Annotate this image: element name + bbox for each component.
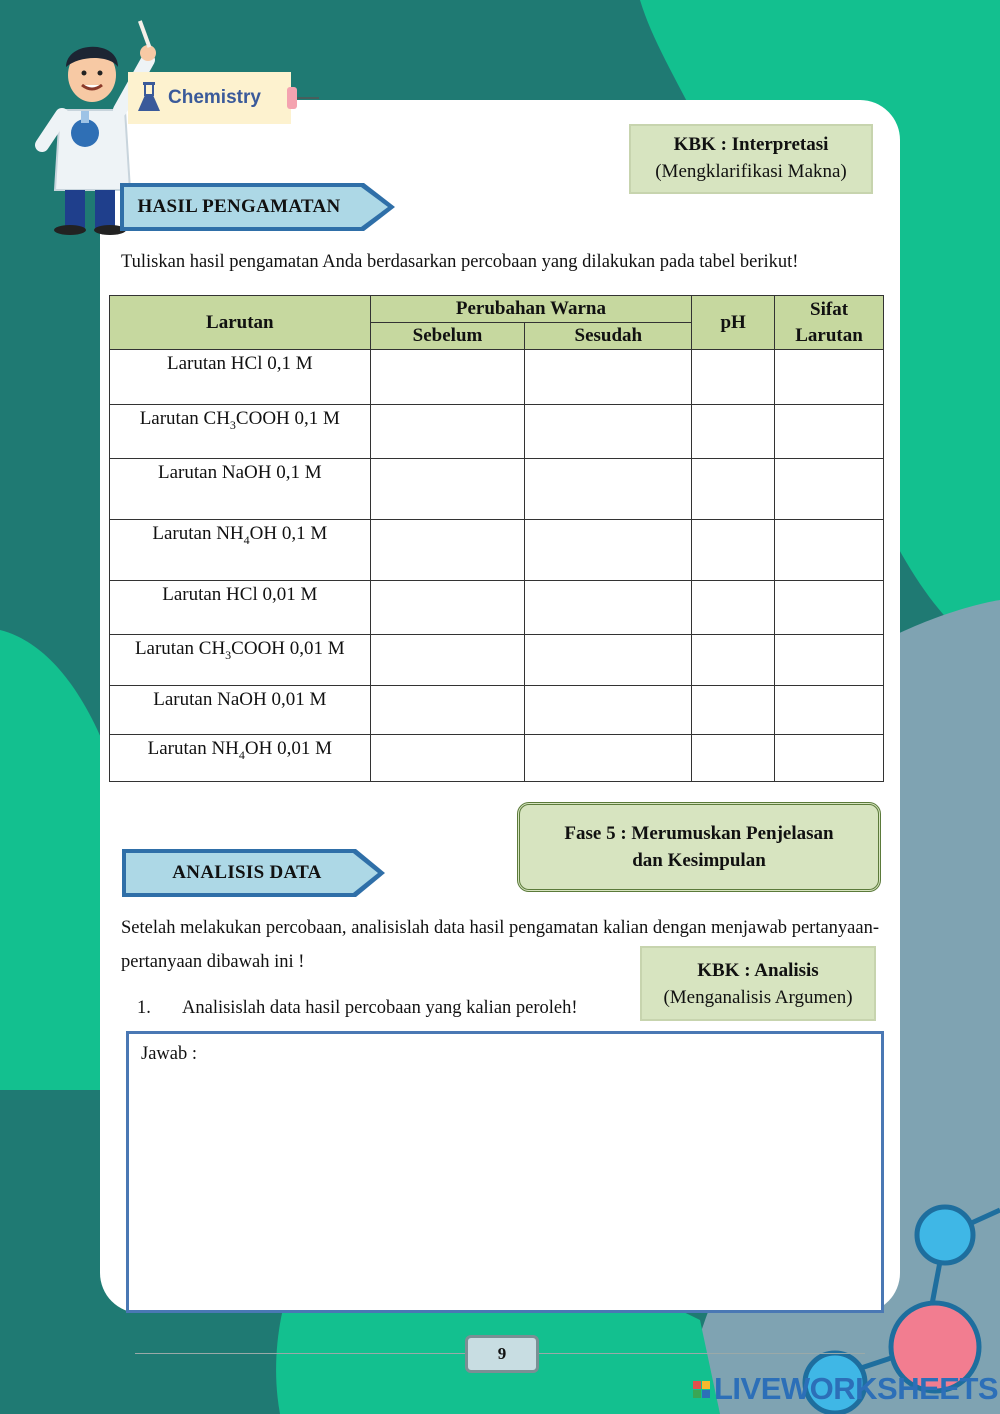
- question-1: [137, 998, 578, 1019]
- cell-ph[interactable]: [692, 405, 775, 459]
- clip-icon: [287, 87, 321, 109]
- larutan-subscript: 4: [238, 747, 245, 762]
- larutan-label: [110, 581, 371, 635]
- watermark-text: LIVEWORKSHEETS: [714, 1371, 999, 1406]
- cell-ph[interactable]: [692, 635, 775, 686]
- cell-sebelum[interactable]: [370, 350, 525, 405]
- larutan-label-text: Larutan CH: [134, 638, 226, 659]
- larutan-label-text: Larutan NH: [147, 738, 239, 759]
- kbk-interpretasi-subtitle: (Mengklarifikasi Makna): [655, 161, 847, 182]
- larutan-label-text: Larutan NaOH 0,01 M: [153, 689, 327, 710]
- larutan-label-text: OH 0,01 M: [244, 738, 332, 759]
- cell-sifat[interactable]: [775, 735, 884, 782]
- table-row: [110, 405, 884, 459]
- flask-icon: [136, 81, 162, 115]
- cell-ph[interactable]: [692, 459, 775, 520]
- kbk-interpretasi-box: [629, 124, 873, 194]
- kbk-interpretasi-title: KBK : Interpretasi: [673, 134, 829, 155]
- larutan-label-text: Larutan CH: [139, 408, 230, 429]
- larutan-label: [110, 350, 371, 405]
- cell-sesudah[interactable]: [525, 686, 692, 735]
- analysis-paragraph: Setelah melakukan percobaan, analisislah data hasil pengamatan kalian dengan menjawab pertanyaan-pertanyaan dibawah ini !: [121, 918, 879, 972]
- hasil-pengamatan-title: HASIL PENGAMATAN: [137, 196, 341, 217]
- cell-ph[interactable]: [692, 735, 775, 782]
- cell-sifat[interactable]: [775, 686, 884, 735]
- table-row: [110, 459, 884, 520]
- header-ph: pH: [692, 296, 775, 350]
- cell-sesudah[interactable]: [525, 350, 692, 405]
- table-row: [110, 520, 884, 581]
- larutan-subscript: 4: [243, 532, 250, 547]
- cell-sesudah[interactable]: [525, 405, 692, 459]
- kbk-analisis-box: [640, 946, 876, 1021]
- analisis-data-title: ANALISIS DATA: [172, 862, 322, 883]
- larutan-label-text: Larutan HCl 0,01 M: [162, 584, 318, 605]
- kbk-analisis-subtitle: (Menganalisis Argumen): [663, 987, 853, 1008]
- fase-line-2: dan Kesimpulan: [632, 850, 766, 871]
- larutan-label: [110, 735, 371, 782]
- cell-sebelum[interactable]: [370, 635, 525, 686]
- table-row: [110, 350, 884, 405]
- question-text: Analisislah data hasil percobaan yang kalian peroleh!: [182, 998, 578, 1018]
- cell-sebelum[interactable]: [370, 405, 525, 459]
- larutan-subscript: 3: [225, 647, 232, 662]
- larutan-label: [110, 459, 371, 520]
- cell-sesudah[interactable]: [525, 735, 692, 782]
- observation-table: [109, 295, 884, 782]
- cell-sifat[interactable]: [775, 459, 884, 520]
- header-sifat-larutan: Sifat Larutan: [775, 296, 884, 350]
- chemistry-badge-text: Chemistry: [168, 87, 261, 108]
- cell-ph[interactable]: [692, 686, 775, 735]
- fase-line-1: Fase 5 : Merumuskan Penjelasan: [564, 823, 834, 844]
- larutan-label: [110, 405, 371, 459]
- table-row: [110, 581, 884, 635]
- cell-sebelum[interactable]: [370, 459, 525, 520]
- cell-sifat[interactable]: [775, 520, 884, 581]
- kbk-analisis-title: KBK : Analisis: [697, 960, 819, 981]
- instruction-text: Tuliskan hasil pengamatan Anda berdasarkan percobaan yang dilakukan pada tabel berikut!: [121, 252, 799, 272]
- cell-sebelum[interactable]: [370, 520, 525, 581]
- cell-sesudah[interactable]: [525, 459, 692, 520]
- cell-sebelum[interactable]: [370, 686, 525, 735]
- cell-sesudah[interactable]: [525, 520, 692, 581]
- cell-sifat[interactable]: [775, 350, 884, 405]
- cell-sebelum[interactable]: [370, 581, 525, 635]
- hasil-pengamatan-banner: [119, 182, 397, 232]
- larutan-label-text: COOH 0,01 M: [231, 638, 345, 659]
- larutan-label-text: Larutan NaOH 0,1 M: [158, 462, 322, 483]
- cell-sesudah[interactable]: [525, 635, 692, 686]
- table-row: [110, 635, 884, 686]
- analisis-data-banner: [121, 848, 387, 898]
- cell-ph[interactable]: [692, 581, 775, 635]
- cell-ph[interactable]: [692, 520, 775, 581]
- liveworksheets-logo-icon: [693, 1381, 710, 1398]
- liveworksheets-watermark: [693, 1372, 998, 1406]
- cell-sifat[interactable]: [775, 405, 884, 459]
- cell-sifat[interactable]: [775, 581, 884, 635]
- cell-sesudah[interactable]: [525, 581, 692, 635]
- fase-5-box: [517, 802, 881, 892]
- larutan-label: [110, 520, 371, 581]
- larutan-label-text: Larutan HCl 0,1 M: [166, 353, 313, 374]
- answer-label: Jawab :: [141, 1044, 197, 1064]
- question-number: 1.: [137, 998, 151, 1018]
- larutan-label-text: COOH 0,1 M: [235, 408, 340, 429]
- header-sebelum: Sebelum: [370, 323, 525, 350]
- answer-box[interactable]: [126, 1031, 884, 1313]
- larutan-label-text: OH 0,1 M: [249, 523, 328, 544]
- header-sesudah: Sesudah: [525, 323, 692, 350]
- chemistry-badge: [128, 72, 291, 124]
- cell-ph[interactable]: [692, 350, 775, 405]
- table-row: [110, 686, 884, 735]
- page-number: 9: [465, 1335, 539, 1373]
- header-larutan: Larutan: [110, 296, 371, 350]
- cell-sifat[interactable]: [775, 635, 884, 686]
- larutan-subscript: 3: [229, 417, 236, 432]
- larutan-label-text: Larutan NH: [152, 523, 244, 544]
- larutan-label: [110, 686, 371, 735]
- header-perubahan-warna: Perubahan Warna: [370, 296, 692, 323]
- cell-sebelum[interactable]: [370, 735, 525, 782]
- table-row: [110, 735, 884, 782]
- larutan-label: [110, 635, 371, 686]
